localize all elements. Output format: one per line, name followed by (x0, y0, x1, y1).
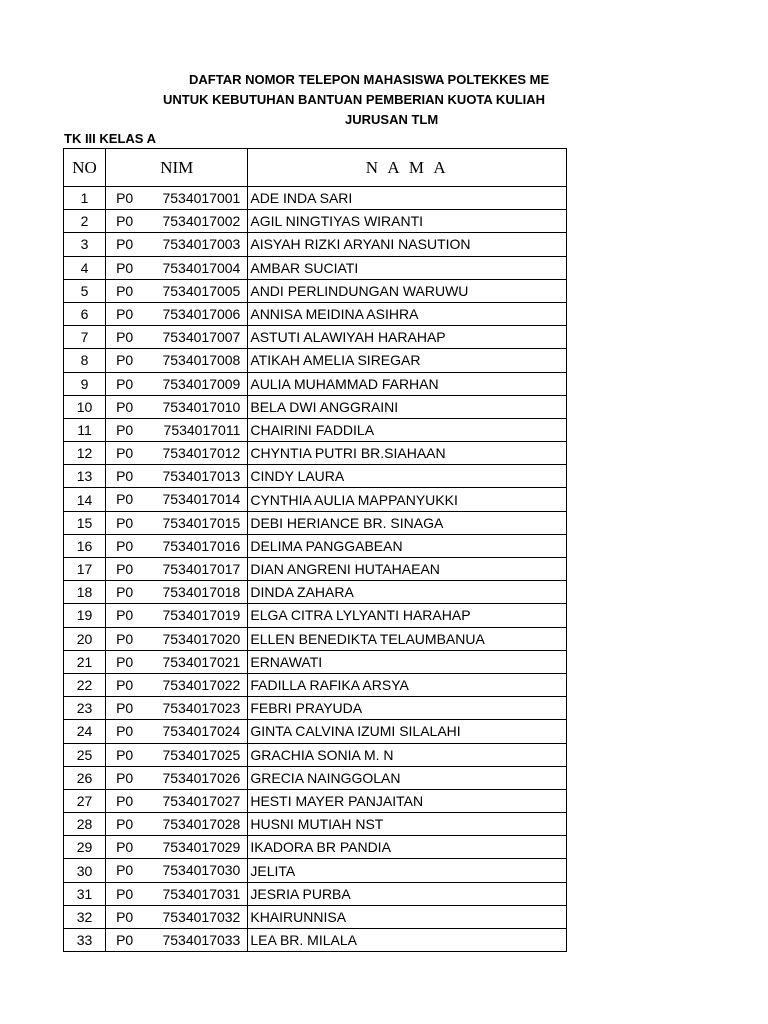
row-number: 18 (64, 581, 106, 604)
document-title-line-3: JURUSAN TLM (345, 112, 439, 127)
table-row (64, 372, 567, 395)
nim-number: 7534017008 (162, 352, 241, 369)
row-name: FEBRI PRAYUDA (248, 697, 567, 720)
row-nim (106, 673, 248, 696)
nim-number: 7534017003 (162, 236, 241, 253)
nim-prefix: P0 (116, 584, 134, 601)
row-nim (106, 929, 248, 952)
table-row (64, 558, 567, 581)
table-row (64, 697, 567, 720)
row-name: ASTUTI ALAWIYAH HARAHAP (248, 326, 567, 349)
row-name: ELGA CITRA LYLYANTI HARAHAP (248, 604, 567, 627)
row-name: ELLEN BENEDIKTA TELAUMBANUA (248, 627, 567, 650)
row-name: DELIMA PANGGABEAN (248, 534, 567, 557)
row-name: AULIA MUHAMMAD FARHAN (248, 372, 567, 395)
nim-number: 7534017032 (162, 908, 241, 925)
table-row (64, 511, 567, 534)
nim-prefix: P0 (116, 491, 134, 508)
row-number: 10 (64, 395, 106, 418)
nim-number: 7534017017 (162, 561, 241, 577)
nim-prefix: P0 (116, 885, 134, 902)
row-number: 19 (64, 604, 106, 627)
row-number: 17 (64, 558, 106, 581)
row-nim (106, 789, 248, 812)
row-nim (106, 302, 248, 325)
row-number: 25 (64, 743, 106, 766)
table-row (64, 279, 567, 302)
table-row (64, 766, 567, 789)
row-number: 22 (64, 673, 106, 696)
row-nim (106, 558, 248, 581)
nim-number: 7534017001 (162, 190, 241, 206)
row-nim (106, 720, 248, 743)
row-name: CHYNTIA PUTRI BR.SIAHAAN (248, 442, 567, 465)
row-name: JELITA (248, 859, 567, 882)
table-row (64, 534, 567, 557)
nim-number: 7534017002 (162, 213, 241, 230)
nim-prefix: P0 (116, 190, 134, 206)
table-row (64, 488, 567, 511)
row-number: 2 (64, 210, 106, 233)
row-number: 27 (64, 789, 106, 812)
row-name: AGIL NINGTIYAS WIRANTI (248, 210, 567, 233)
nim-prefix: P0 (116, 352, 134, 369)
row-nim (106, 279, 248, 302)
row-name: AISYAH RIZKI ARYANI NASUTION (248, 233, 567, 256)
nim-number: 7534017009 (162, 375, 241, 392)
row-name: KHAIRUNNISA (248, 905, 567, 928)
nim-prefix: P0 (116, 700, 134, 717)
nim-number: 7534017011 (163, 421, 241, 438)
row-nim (106, 766, 248, 789)
row-number: 23 (64, 697, 106, 720)
nim-prefix: P0 (116, 676, 134, 693)
row-name: CHAIRINI FADDILA (248, 418, 567, 441)
row-name: GRECIA NAINGGOLAN (248, 766, 567, 789)
nim-number: 7534017015 (162, 514, 241, 531)
nim-prefix: P0 (116, 282, 134, 299)
table-header-row (64, 149, 567, 187)
nim-prefix: P0 (116, 607, 134, 624)
nim-prefix: P0 (116, 514, 134, 531)
row-number: 31 (64, 882, 106, 905)
row-nim (106, 859, 248, 882)
row-number: 21 (64, 650, 106, 673)
table-row (64, 302, 567, 325)
row-name: ATIKAH AMELIA SIREGAR (248, 349, 567, 372)
row-nim (106, 743, 248, 766)
header-nim: NIM (106, 149, 248, 187)
table-row (64, 442, 567, 465)
table-row (64, 256, 567, 279)
row-name: ADE INDA SARI (248, 187, 567, 210)
nim-number: 7534017033 (162, 932, 241, 948)
row-number: 4 (64, 256, 106, 279)
row-number: 20 (64, 627, 106, 650)
row-nim (106, 581, 248, 604)
row-name: GINTA CALVINA IZUMI SILALAHI (248, 720, 567, 743)
nim-prefix: P0 (116, 445, 134, 462)
row-name: CINDY LAURA (248, 465, 567, 488)
row-nim (106, 813, 248, 836)
nim-number: 7534017006 (162, 305, 241, 322)
nim-prefix: P0 (116, 421, 134, 438)
row-nim (106, 395, 248, 418)
nim-number: 7534017005 (162, 282, 241, 299)
table-body (64, 187, 567, 952)
row-nim (106, 905, 248, 928)
header-nama: N A M A (248, 149, 567, 187)
table-row (64, 326, 567, 349)
nim-prefix: P0 (116, 908, 134, 925)
row-name: GRACHIA SONIA M. N (248, 743, 567, 766)
nim-prefix: P0 (116, 468, 134, 485)
table-row (64, 210, 567, 233)
table-row (64, 187, 567, 210)
nim-number: 7534017020 (162, 630, 241, 647)
nim-number: 7534017022 (162, 676, 241, 693)
nim-prefix: P0 (116, 932, 134, 948)
row-number: 28 (64, 813, 106, 836)
nim-prefix: P0 (116, 329, 134, 346)
document-title-line-2: UNTUK KEBUTUHAN BANTUAN PEMBERIAN KUOTA KULIAH (163, 92, 546, 107)
nim-number: 7534017019 (162, 607, 241, 624)
row-nim (106, 326, 248, 349)
row-nim (106, 836, 248, 859)
table-row (64, 673, 567, 696)
table-row (64, 395, 567, 418)
row-nim (106, 488, 248, 511)
nim-prefix: P0 (116, 862, 134, 879)
row-nim (106, 465, 248, 488)
row-nim (106, 650, 248, 673)
row-nim (106, 604, 248, 627)
row-number: 8 (64, 349, 106, 372)
nim-prefix: P0 (116, 305, 134, 322)
row-name: ERNAWATI (248, 650, 567, 673)
row-name: DEBI HERIANCE BR. SINAGA (248, 511, 567, 534)
row-number: 9 (64, 372, 106, 395)
nim-number: 7534017026 (162, 769, 241, 786)
row-name: IKADORA BR PANDIA (248, 836, 567, 859)
nim-number: 7534017027 (162, 792, 241, 809)
row-number: 13 (64, 465, 106, 488)
nim-number: 7534017028 (162, 816, 241, 833)
student-table (63, 148, 567, 952)
row-number: 14 (64, 488, 106, 511)
table-row (64, 581, 567, 604)
row-nim (106, 256, 248, 279)
nim-number: 7534017014 (162, 491, 241, 508)
row-number: 3 (64, 233, 106, 256)
table-row (64, 789, 567, 812)
nim-prefix: P0 (116, 746, 134, 763)
row-name: CYNTHIA AULIA MAPPANYUKKI (248, 488, 567, 511)
row-nim (106, 233, 248, 256)
table-row (64, 905, 567, 928)
row-name: AMBAR SUCIATI (248, 256, 567, 279)
row-name: DINDA ZAHARA (248, 581, 567, 604)
row-nim (106, 372, 248, 395)
table-row (64, 650, 567, 673)
table-row (64, 720, 567, 743)
table-row (64, 465, 567, 488)
nim-prefix: P0 (116, 630, 134, 647)
nim-number: 7534017010 (162, 398, 241, 415)
nim-number: 7534017004 (162, 259, 241, 276)
nim-prefix: P0 (116, 213, 134, 230)
row-number: 5 (64, 279, 106, 302)
row-nim (106, 697, 248, 720)
nim-number: 7534017029 (162, 839, 241, 856)
row-number: 16 (64, 534, 106, 557)
table-row (64, 233, 567, 256)
class-label: TK III KELAS A (64, 131, 156, 146)
row-number: 11 (64, 418, 106, 441)
table-row (64, 743, 567, 766)
document-title-line-1: DAFTAR NOMOR TELEPON MAHASISWA POLTEKKES ME (189, 72, 550, 87)
row-name: FADILLA RAFIKA ARSYA (248, 673, 567, 696)
table-row (64, 929, 567, 952)
nim-prefix: P0 (116, 839, 134, 856)
row-nim (106, 210, 248, 233)
row-number: 30 (64, 859, 106, 882)
row-number: 29 (64, 836, 106, 859)
nim-number: 7534017016 (162, 537, 241, 554)
row-number: 1 (64, 187, 106, 210)
nim-number: 7534017007 (162, 329, 241, 346)
table-row (64, 836, 567, 859)
table-row (64, 882, 567, 905)
row-nim (106, 627, 248, 650)
nim-number: 7534017025 (162, 746, 241, 763)
row-nim (106, 349, 248, 372)
row-nim (106, 882, 248, 905)
nim-number: 7534017013 (162, 468, 241, 485)
nim-prefix: P0 (116, 398, 134, 415)
row-name: ANNISA MEIDINA ASIHRA (248, 302, 567, 325)
table-row (64, 627, 567, 650)
nim-prefix: P0 (116, 769, 134, 786)
row-nim (106, 187, 248, 210)
nim-prefix: P0 (116, 236, 134, 253)
row-nim (106, 418, 248, 441)
table-row (64, 813, 567, 836)
row-number: 26 (64, 766, 106, 789)
row-number: 12 (64, 442, 106, 465)
table-row (64, 859, 567, 882)
row-nim (106, 511, 248, 534)
row-number: 6 (64, 302, 106, 325)
row-number: 33 (64, 929, 106, 952)
row-number: 7 (64, 326, 106, 349)
row-number: 24 (64, 720, 106, 743)
row-nim (106, 442, 248, 465)
row-name: HESTI MAYER PANJAITAN (248, 789, 567, 812)
row-name: DIAN ANGRENI HUTAHAEAN (248, 558, 567, 581)
nim-number: 7534017030 (162, 862, 241, 879)
table-row (64, 604, 567, 627)
nim-prefix: P0 (116, 792, 134, 809)
row-name: ANDI PERLINDUNGAN WARUWU (248, 279, 567, 302)
row-nim (106, 534, 248, 557)
table-row (64, 418, 567, 441)
nim-number: 7534017023 (162, 700, 241, 717)
nim-prefix: P0 (116, 653, 134, 670)
nim-number: 7534017031 (162, 885, 241, 902)
table-row (64, 349, 567, 372)
nim-prefix: P0 (116, 259, 134, 276)
nim-prefix: P0 (116, 816, 134, 833)
row-number: 15 (64, 511, 106, 534)
nim-prefix: P0 (116, 537, 134, 554)
nim-number: 7534017024 (162, 723, 241, 740)
row-name: JESRIA PURBA (248, 882, 567, 905)
nim-prefix: P0 (116, 375, 134, 392)
nim-number: 7534017018 (162, 584, 241, 601)
header-no: NO (64, 149, 106, 187)
row-name: BELA DWI ANGGRAINI (248, 395, 567, 418)
nim-prefix: P0 (116, 561, 134, 577)
nim-number: 7534017012 (162, 445, 241, 462)
nim-number: 7534017021 (162, 653, 241, 670)
row-name: LEA BR. MILALA (248, 929, 567, 952)
row-name: HUSNI MUTIAH NST (248, 813, 567, 836)
nim-prefix: P0 (116, 723, 134, 740)
row-number: 32 (64, 905, 106, 928)
